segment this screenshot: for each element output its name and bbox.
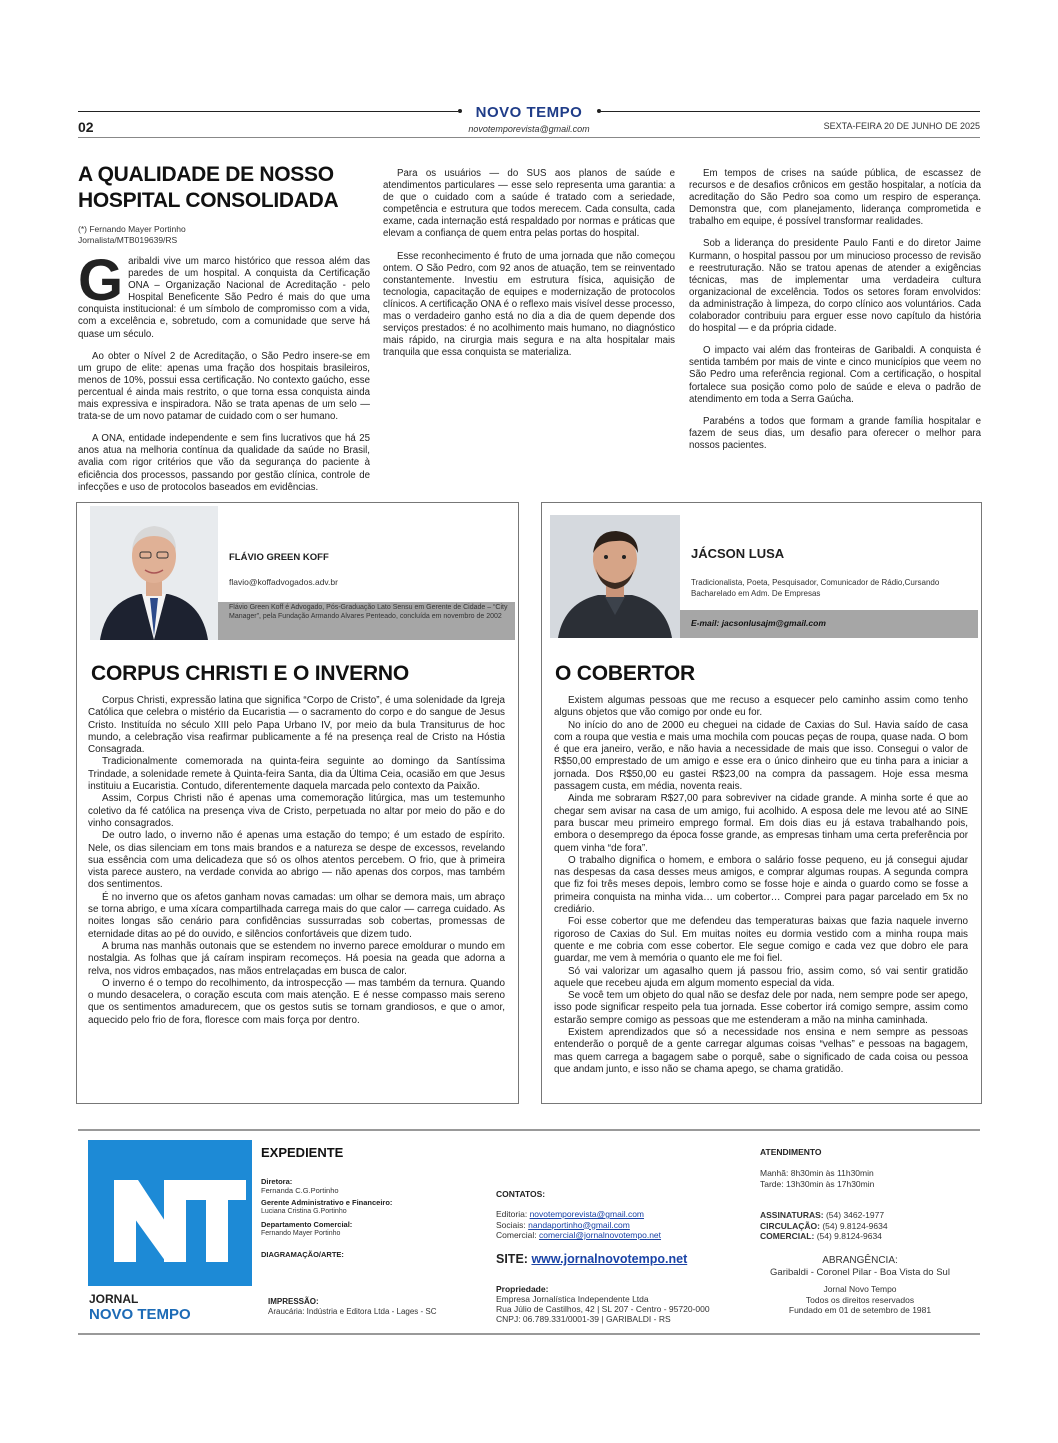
abrangencia-value: Garibaldi - Coronel Pilar - Boa Vista do Sul	[770, 1267, 950, 1278]
column-paragraph: Só vai valorizar um agasalho quem já passou frio, assim como, só vai sentir gratidão aquele que recebeu ajuda em algum momento especial da vida.	[554, 965, 968, 989]
column-paragraph: O inverno é o tempo do recolhimento, da introspecção — mas também da ternura. Quando o mundo desacelera, o coração escuta com mais atenção. E é nesse compasso mais sereno que os sentimentos amadurecem, que os gestos sutis se tornam grandiosos, e que o amor, aquecido pelo frio de fora, floresce com mais força por dentro.	[88, 977, 505, 1026]
editorial-paragraph: A ONA, entidade independente e sem fins lucrativos que há 25 anos atua na melhoria contínua da qualidade da saúde no Brasil, avalia com rigor critérios que vão da segurança do paciente à eficiência dos processos, passando por gestão clínica, controle de infecções e uso de protocolos baseados em evidências.	[78, 433, 370, 493]
avatar	[90, 506, 218, 640]
footer-bottom-rule	[78, 1333, 980, 1335]
column-paragraph: Assim, Corpus Christi não é apenas uma comemoração litúrgica, mas um testemunho coletivo da fé católica na presença viva de Cristo, perpetuada no altar por meio do pão e do vinho consagrados.	[88, 793, 505, 829]
editorial-paragraph: Para os usuários — do SUS aos planos de saúde e atendimentos particulares — esse selo representa uma garantia: a de que o cuidado com a saúde é tratado com a seriedade, competência e estrutura que todos merecem. Cada consulta, cada exame, cada internação está respaldado por normas e práticas que elevam a confiança de quem entra pelas portas do hospital.	[383, 168, 675, 240]
logo-line2: NOVO TEMPO	[89, 1306, 191, 1323]
propriedade-line: Rua Júlio de Castilhos, 42 | SL 207 - Centro - 95720-000	[496, 1304, 710, 1314]
circulacao-label: CIRCULAÇÃO:	[760, 1220, 820, 1231]
horario-tarde: Tarde: 13h30min às 17h30min	[760, 1178, 875, 1189]
sociais-email-link[interactable]: nandaportinho@gmail.com	[528, 1219, 630, 1230]
masthead-title: NOVO TEMPO	[475, 104, 583, 121]
impressao-value: Araucária: Indústria e Editora Ltda - Lages - SC	[268, 1307, 437, 1316]
editorial-paragraph: Esse reconhecimento é fruto de uma jornada que não começou ontem. O São Pedro, com 92 anos de atuação, tem se reinventado constantemente. Investiu em estrutura física, aquisição de tecnologia, capacitação de equipes e modernização de protocolos clínicos. A certificação ONA é o reflexo mais visível desse processo, mas o verdadeiro ganho está no dia a dia de quem depende dos serviços prestados: é no acolhimento mais humano, no diagnóstico mais rápido, na cirurgia mais segura e na alta hospitalar mais tranquila que essa conquista se materializa.	[383, 250, 675, 359]
editoria-label: Editoria:	[496, 1209, 528, 1219]
column-title-corpus: CORPUS CHRISTI E O INVERNO	[91, 662, 410, 685]
editorial-paragraph: Parabéns a todos que formam a grande família hospitalar e fazem de seus dias, um desafio para oferecer o melhor para nossos pacientes.	[689, 415, 981, 451]
author-photo-flavio	[90, 506, 218, 640]
comercial-email-link[interactable]: comercial@jornalnovotempo.net	[539, 1230, 662, 1240]
diretora-label: Diretora:	[261, 1177, 293, 1186]
footer-top-rule	[78, 1129, 980, 1131]
masthead-email: novotemporevista@gmail.com	[468, 124, 590, 134]
editorial-paragraph: Sob a liderança do presidente Paulo Fanti e do diretor Jaime Kurmann, o hospital passou por um minucioso processo de revisão e reestruturação. Não se tratou apenas de atender a exigências técnicas, mas de implementar uma verdadeira cultura organizacional de excelência. Todos os setores foram envolvidos: da administração à limpeza, do corpo clínico aos voluntários. Cada colaborador contribuiu para erguer esse novo capítulo da história do hospital — e da própria cidade.	[689, 238, 981, 335]
editoria-email-link[interactable]: novotemporevista@gmail.com	[529, 1209, 645, 1219]
site-label: SITE:	[496, 1252, 528, 1266]
sociais-label: Sociais:	[496, 1219, 526, 1230]
column-paragraph: No início do ano de 2000 eu cheguei na cidade de Caxias do Sul. Havia saído de casa com a roupa que vestia e mais uma mochila com poucas peças de roupa, quase nada. O bom é que era janeiro, verão, e não havia a necessidade de mais que isso. Consegui o valor de R$50,00 emprestado de um amigo e esse era o único dinheiro que eu tinha para a iniciar a jornada. Dos R$50,00 eu gastei R$23,00 na compra da passagem. Hoje essa mesma passagem custa, em média, noventa reais.	[554, 719, 968, 793]
assinaturas-label: ASSINATURAS:	[760, 1210, 824, 1220]
editorial-col-3	[689, 168, 981, 478]
circulacao-phone: (54) 9.8124-9634	[822, 1220, 888, 1231]
header-bottom-rule	[78, 137, 980, 138]
column-paragraph: Corpus Christi, expressão latina que significa “Corpo de Cristo”, é uma solenidade da Igreja Católica que celebra o mistério da Eucaristia — o sacramento do corpo e do sangue de Jesus Cristo. Instituída no século XIII pelo Papa Urbano IV, por meio da bula Transiturus de hoc mundo, a celebração visa reafirmar publicamente a fé na presença real de Cristo na Hóstia Consagrada.	[88, 695, 505, 756]
assinaturas-phone: (54) 3462-1977	[825, 1210, 885, 1220]
editorial-paragraph: aribaldi vive um marco histórico que ressoa além das paredes de um hospital. A conquista da Certificação ONA – Organização Nacional de Acreditação - pelo Hospital Beneficente São Pedro é mais do que uma conquista institucional: é um símbolo de compromisso com a vida, com a excelência e, sobretudo, com a comunidade que serve há quase um século.	[78, 256, 370, 340]
editorial-paragraph: Ao obter o Nível 2 de Acreditação, o São Pedro insere-se em um grupo de elite: apenas uma fração dos hospitais brasileiros, menos de 10%, possui essa certificação. No contexto gaúcho, esse percentual é ainda mais restrito, o que torna essa conquista ainda mais expressiva e inspiradora. Não se trata apenas de um selo — trata-se de um novo patamar de cuidado com o ser humano.	[78, 350, 370, 423]
impressao-label: IMPRESSÃO:	[268, 1297, 319, 1306]
comercial-phone: (54) 9.8124-9634	[816, 1231, 882, 1241]
editorial-paragraph: O impacto vai além das fronteiras de Garibaldi. A conquista é sentida também por mais de vinte e cinco municípios que veem no São Pedro uma referência regional. Com a certificação, o hospital fortalece sua posição como polo de saúde e eleva o padrão de atendimento em toda a Serra Gaúcha.	[689, 345, 981, 405]
diagramacao-label: DIAGRAMAÇÃO/ARTE:	[261, 1250, 344, 1259]
comercial-label: Departamento Comercial:	[261, 1220, 353, 1229]
gerente-label: Gerente Administrativo e Financeiro:	[261, 1198, 393, 1207]
atendimento-title: ATENDIMENTO	[760, 1147, 822, 1157]
copyright-line: Todos os direitos reservados	[805, 1294, 915, 1305]
drop-cap: G	[78, 248, 124, 313]
horario-manha: Manhã: 8h30min às 11h30min	[760, 1168, 874, 1178]
column-paragraph: Se você tem um objeto do qual não se desfaz dele por nada, nem sempre pode ser apego, isso pode significar respeito pela tua jornada. Esse cobertor irá comigo sempre, assim como estarão sempre comigo as pessoas que me estenderam a mão na minha caminhada.	[554, 990, 968, 1026]
author-email-jacson[interactable]: E-mail: jacsonlusajm@gmail.com	[691, 618, 826, 628]
logo-line1: JORNAL	[89, 1292, 139, 1306]
editorial-title	[78, 162, 370, 214]
author-photo-jacson	[550, 515, 680, 638]
avatar	[550, 515, 680, 638]
gerente-value: Luciana Cristina G.Portinho	[261, 1208, 347, 1215]
nt-logo-icon	[88, 1140, 252, 1286]
issue-date: SEXTA-FEIRA 20 DE JUNHO DE 2025	[823, 121, 980, 131]
column-paragraph: É no inverno que os afetos ganham novas camadas: um olhar se demora mais, um abraço se torna abrigo, e uma xícara compartilhada carrega mais do que calor — carrega cuidado. As noites longas são cenário para confidências sussurradas sob cobertas, promessas de eternidade ditas ao pé do ouvido, e silêncios confortáveis que dizem tudo.	[88, 891, 505, 940]
contatos-title: CONTATOS:	[496, 1189, 546, 1199]
comercial-contact-label: Comercial:	[496, 1230, 537, 1240]
author-bio-jacson: Tradicionalista, Poeta, Pesquisador, Comunicador de Rádio,Cursando Bacharelado em Adm. De Empresas	[691, 578, 940, 598]
editorial-paragraph: Em tempos de crises na saúde pública, de escassez de recursos e de desafios crônicos em gestão hospitalar, a notícia da acreditação do São Pedro soa como um respiro de esperança. Demonstra que, com planejamento, liderança comprometida e trabalho em equipe, é possível transformar realidades.	[689, 168, 981, 228]
column-paragraph: A bruma nas manhãs outonais que se estendem no inverno parece emoldurar o mundo em nostalgia. As folhas que já caíram inspiram recomeços. Há poesia na geada que adorna a relva, nos vidros embaçados, nas mãos entrelaçadas em busca de calor.	[88, 940, 505, 977]
column-title-cobertor: O COBERTOR	[555, 662, 695, 685]
column-body-cobertor	[554, 695, 968, 1076]
column-paragraph: Existem algumas pessoas que me recuso a esquecer pelo caminho assim como tenho alguns objetos que vão comigo por onde eu for.	[554, 695, 968, 719]
diretora-value: Fernanda C.G.Portinho	[261, 1186, 339, 1195]
propriedade-line: Empresa Jornalística Independente Ltda	[496, 1294, 649, 1304]
propriedade-line: CNPJ: 06.789.331/0001-39 | GARIBALDI - RS	[496, 1314, 671, 1324]
editorial-col-1	[78, 162, 370, 493]
column-paragraph: Existem aprendizados que só a necessidade nos ensina e nem sempre as pessoas entenderão o porquê de a gente carregar algumas coisas “velhas” e pessoas na bagagem, mas quem carrega a bagagem sabe o porquê, sabe o significado de cada coisa ou pessoa que andam junto, e isso não se chama apego, se chama gratidão.	[554, 1027, 968, 1075]
editorial-title-line1: A QUALIDADE DE NOSSO	[78, 163, 334, 186]
author-email-flavio[interactable]: flavio@koffadvogados.adv.br	[229, 577, 338, 587]
editorial-title-line2: HOSPITAL CONSOLIDADA	[78, 189, 339, 212]
logo	[88, 1140, 252, 1286]
abrangencia-title: ABRANGÊNCIA:	[822, 1255, 898, 1266]
column-body-corpus	[88, 695, 505, 1027]
site-link[interactable]: www.jornalnovotempo.net	[531, 1252, 688, 1266]
comercial-phone-label: COMERCIAL:	[760, 1231, 815, 1241]
column-paragraph: De outro lado, o inverno não é apenas uma estação do tempo; é um estado de espírito. Nele, os dias silenciam em tons mais brandos e a natureza se despe de excessos, revelando sua essência com uma delicadeza que só os olhos atentos percebem. O frio, que à primeira vista parece austero, na verdade convida ao abrigo — não apenas dos corpos, mas também dos sentimentos.	[88, 830, 505, 891]
column-paragraph: Ainda me sobraram R$27,00 para sobreviver na cidade grande. A minha sorte é que ao chegar sem avisar na casa de um amigo, fui acolhido. A esposa dele me levou até ao SINE para buscar meu primeiro emprego formal. Em dois dias eu já estava trabalhando pois, embora o desemprego da época fosse grande, as empresas tinham uma certa preferência por quem vinha “de fora”.	[554, 793, 968, 854]
page-number: 02	[78, 119, 94, 135]
editorial-author: (*) Fernando Mayer Portinho	[78, 224, 186, 234]
editorial-author-role: Jornalista/MTB019639/RS	[78, 235, 178, 245]
expediente-title: EXPEDIENTE	[261, 1145, 344, 1160]
author-name-flavio: FLÁVIO GREEN KOFF	[229, 552, 329, 563]
author-bio-flavio: Flávio Green Koff é Advogado, Pós-Graduação Lato Sensu em Gerente de Cidade – “City Manager”, pela Fundação Armando Alvares Penteado, concluída em novembro de 2002	[229, 604, 508, 620]
comercial-value: Fernando Mayer Portinho	[261, 1230, 341, 1237]
column-paragraph: Tradicionalmente comemorada na quinta-feira seguinte ao domingo da Santíssima Trindade, a solenidade remete à Quinta-feira Santa, dia da Última Ceia, ocasião em que Jesus instituiu a Eucaristia. Contudo, diferentemente daquela marcada pelo contexto da Paixão.	[88, 756, 505, 793]
author-name-jacson: JÁCSON LUSA	[691, 546, 785, 561]
editorial-col-2	[383, 168, 675, 478]
column-paragraph: O trabalho dignifica o homem, e embora o salário fosse pequeno, eu já consegui ajudar nas despesas da casa desses meus amigos, e comprar algumas roupas. A segunda compra que fiz foi três meses depois, lembro como se fosse hoje e ainda o guardo como se fosse a primeira conquista na minha vida… um cobertor… Comprei para pagar parcelado em 5x no crediário.	[554, 854, 968, 916]
copyright-line: Fundado em 01 de setembro de 1981	[788, 1305, 932, 1315]
propriedade-label: Propriedade:	[496, 1284, 549, 1294]
column-paragraph: Foi esse cobertor que me defendeu das temperaturas baixas que fazia naquele inverno rigoroso de Caxias do Sul. Em muitas noites eu dormia vestido com a minha roupa mais quente e me cobria com esse cobertor. Ele segue comigo e cada vez que dobro ele para guardar, me vem à memória o quanto ele me foi fiel.	[554, 916, 968, 965]
copyright-line: Jornal Novo Tempo	[823, 1284, 897, 1294]
